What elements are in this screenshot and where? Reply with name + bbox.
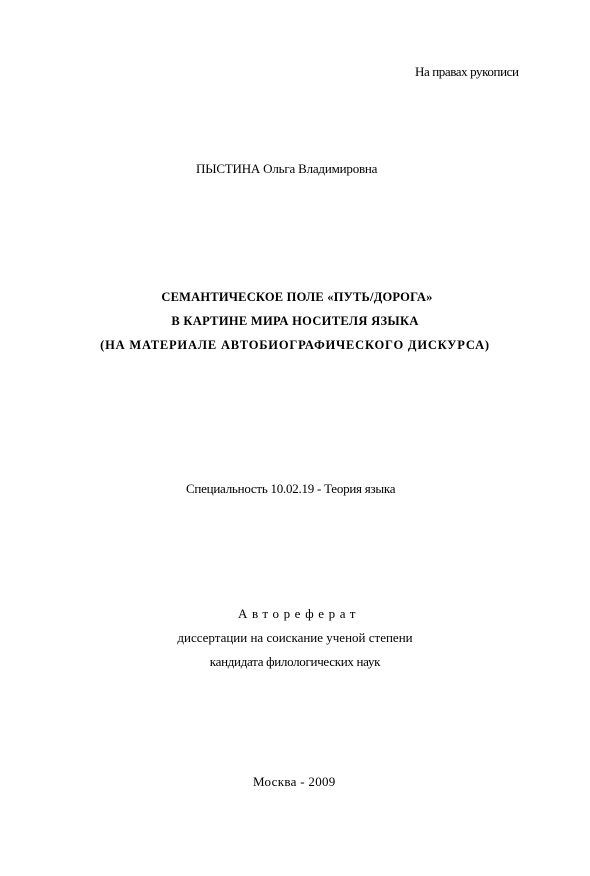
manuscript-note: На правах рукописи [415,64,519,79]
abstract-degree: кандидата филологических наук [209,654,381,669]
abstract-subtitle: диссертации на соискание ученой степени [177,630,413,645]
dissertation-title [0,285,590,357]
abstract-heading: Автореферат [237,606,361,621]
title-line-1: СЕМАНТИЧЕСКОЕ ПОЛЕ «ПУТЬ/ДОРОГА» [161,290,433,304]
city-year: Москва - 2009 [253,774,336,789]
title-line-2: В КАРТИНЕ МИРА НОСИТЕЛЯ ЯЗЫКА [171,314,419,328]
title-line-3: (НА МАТЕРИАЛЕ АВТОБИОГРАФИЧЕСКОГО ДИСКУРСА) [100,338,490,352]
author-name: ПЫСТИНА Ольга Владимировна [196,161,378,176]
specialty-line: Специальность 10.02.19 - Теория языка [186,481,396,496]
abstract-block [0,602,590,674]
